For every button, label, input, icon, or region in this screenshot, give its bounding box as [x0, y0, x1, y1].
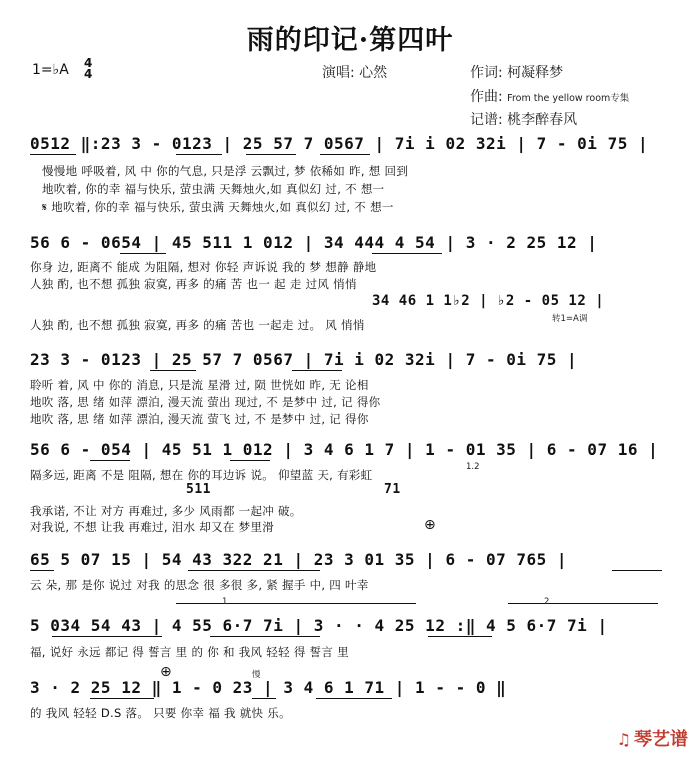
singer-label: 演唱:: [322, 65, 355, 81]
lyricist-label: 作词:: [470, 65, 503, 81]
song-title: 雨的印记·第四叶: [246, 25, 454, 56]
melody-line-6: 5 034 54 43 | 4 55 6·7 7i | 3 · · 4 25 12 :‖ 4 5 6·7 7i |: [30, 616, 608, 635]
lyric-5-1: 云 朵, 那 是你 说过 对我 的思念 很 多很 多, 紧 握手 中, 四 叶幸: [30, 578, 369, 592]
melody-line-2: 56 6 - 0654 | 45 511 1 012 | 34 444 4 54 | 3 · 2 25 12 |: [30, 233, 598, 252]
lyric-1-2: 地吹着, 你的幸 福与快乐, 萤虫满 天舞烛火,如 真似幻 过, 不 想一: [42, 182, 385, 196]
lyricist-name: 柯凝释梦: [507, 65, 564, 81]
composer-name: From the yellow room专集: [507, 93, 630, 104]
alt-notes-b: 71: [384, 482, 401, 497]
transcriber-name: 桃李醉春风: [507, 112, 578, 128]
alt-lyric-2: 人独 酌, 也不想 孤独 寂寞, 再多 的痛 苦也 一起走 过。 风 悄悄: [30, 318, 365, 332]
alt-notes-a: 511: [186, 482, 211, 497]
composer-credit: [470, 86, 629, 106]
lyric-3-1: 聆听 着, 风 中 你的 消息, 只是流 星滑 过, 陨 世恍如 昨, 无 论相: [30, 378, 369, 392]
melody-line-5: 65 5 07 15 | 54 43 322 21 | 23 3 01 35 | 6 - 07 765 |: [30, 550, 568, 569]
lyric-3-2: 地吹 落, 思 绪 如萍 漂泊, 漫天流 萤出 现过, 不 是梦中 过, 记 得你: [30, 395, 381, 409]
lyric-2-2: 人独 酌, 也不想 孤独 寂寞, 再多 的痛 苦 也一 起 走 过风 悄悄: [30, 277, 357, 291]
lyric-1-1: 慢慢地 呼吸着, 风 中 你的气息, 只是浮 云飘过, 梦 依稀如 昨, 想 回到: [42, 164, 409, 178]
coda-icon: ⊕: [424, 517, 436, 533]
time-signature: [84, 58, 92, 80]
lyric-1-3: 𝄋 地吹着, 你的幸 福与快乐, 萤虫满 天舞烛火,如 真似幻 过, 不 想一: [42, 200, 394, 214]
transcriber-label: 记谱:: [470, 112, 503, 128]
composer-label: 作曲:: [470, 89, 503, 105]
key-change-note: 转1=A调: [552, 314, 588, 324]
tempo-mark: 慢: [252, 670, 261, 680]
key-signature: 1=♭A: [32, 62, 69, 78]
melody-line-7: 3 · 2 25 12 ‖ 1 - 0 23 | 3 4 6 1 71 | 1 - - 0 ‖: [30, 678, 507, 697]
lyric-7-1: 的 我风 轻轻 D.S 落。 只要 你幸 福 我 就快 乐。: [30, 706, 291, 720]
logo-icon: ♫: [616, 730, 631, 749]
singer-name: 心然: [359, 65, 388, 81]
lyric-2-1: 你身 边, 距离不 能成 为阻隔, 想对 你轻 声诉说 我的 梦 想静 静地: [30, 260, 377, 274]
lyric-6-1: 福, 说好 永远 都记 得 誓言 里 的 你 和 我风 轻轻 得 誓言 里: [30, 645, 349, 659]
logo-text: 琴艺谱: [634, 729, 688, 750]
melody-line-3: 23 3 - 0123 | 25 57 7 0567 | 7i i 02 32i | 7 - 0i 75 |: [30, 350, 578, 369]
volta-1: 1: [222, 597, 228, 607]
lyric-4-1: 隔多远, 距离 不是 阻隔, 想在 你的耳边诉 说。 仰望蓝 天, 有彩虹: [30, 468, 373, 482]
time-sig-top: 4: [84, 56, 93, 70]
melody-line-1: 0512 ‖:23 3 - 0123 | 25 57 7 0567 | 7i i 02 32i | 7 - 0i 75 |: [30, 134, 649, 153]
transcriber-credit: [470, 109, 577, 129]
time-sig-bottom: 4: [84, 67, 93, 81]
alt-melody-2: 34 46 1 1♭2 | ♭2 - 05 12 |: [372, 293, 605, 309]
lyric-3-3: 地吹 落, 思 绪 如萍 漂泊, 漫天流 萤飞 过, 不 是梦中 过, 记 得你: [30, 412, 369, 426]
singer-credit: [322, 62, 387, 82]
coda-icon-2: ⊕: [160, 664, 172, 680]
lyric-4-3: 对我说, 不想 让我 再难过, 泪水 却又在 梦里滑: [30, 520, 275, 534]
volta-2: 2: [544, 597, 550, 607]
site-logo: [617, 725, 688, 751]
volta-mark-1-2: 1.2: [466, 462, 480, 472]
lyricist-credit: [470, 62, 563, 82]
melody-line-4: 56 6 - 054 | 45 51 1 012 | 3 4 6 1 7 | 1 - 01 35 | 6 - 07 16 |: [30, 440, 659, 459]
lyric-4-2: 我承诺, 不让 对方 再难过, 多少 风雨都 一起冲 破。: [30, 504, 302, 518]
